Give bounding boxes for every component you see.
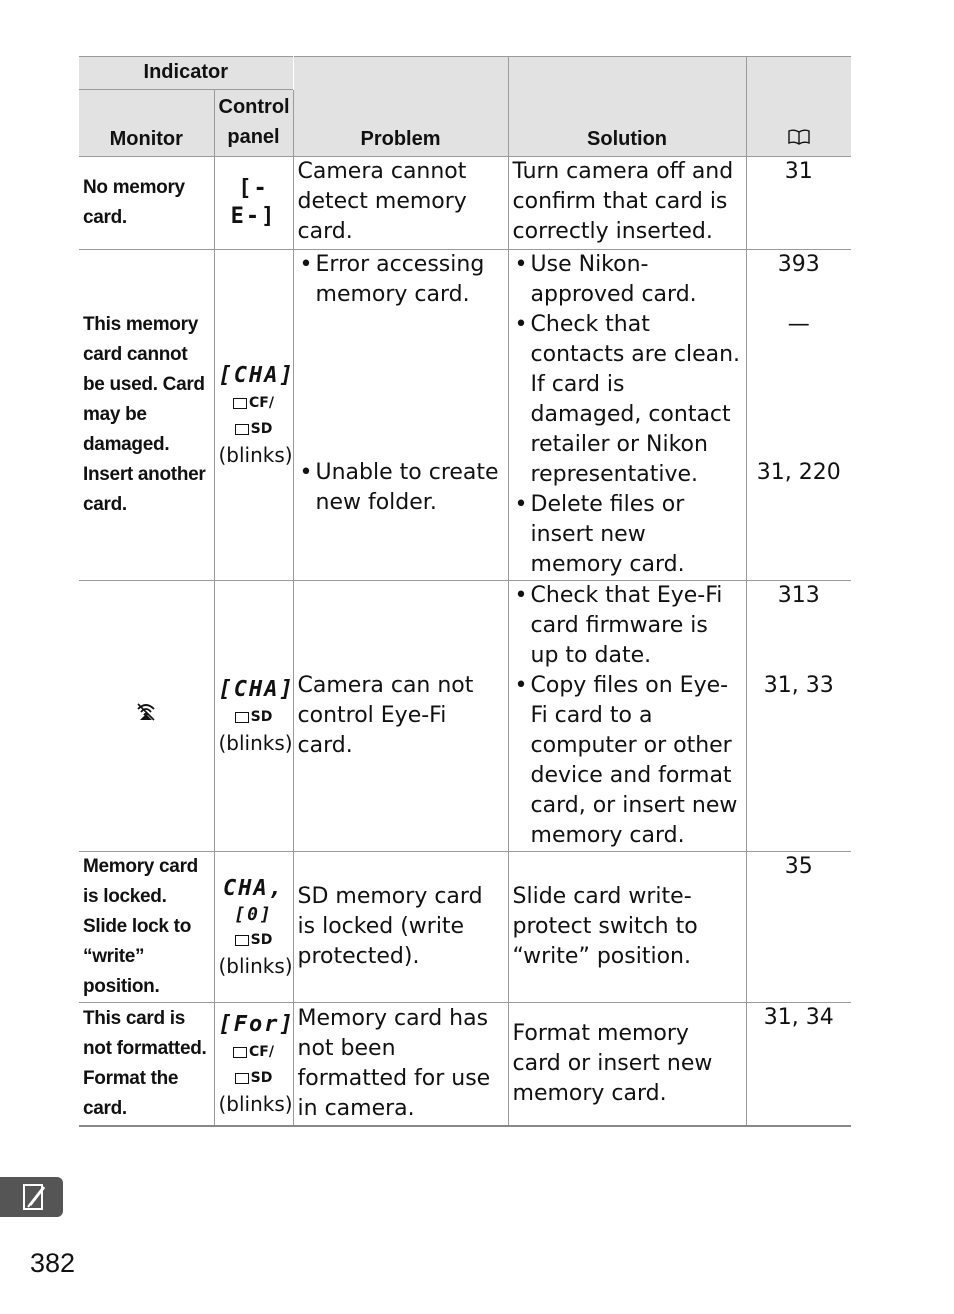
section-tab bbox=[0, 1177, 63, 1217]
control-panel-indicator bbox=[214, 157, 293, 250]
blinks-label: (blinks) bbox=[218, 731, 293, 755]
control-panel-indicator bbox=[214, 1003, 293, 1127]
table-row bbox=[79, 250, 851, 581]
page-ref-header bbox=[746, 57, 851, 157]
page-ref: 393 bbox=[777, 252, 820, 277]
solution-item: • Delete files or insert new memory card. bbox=[513, 490, 742, 580]
header-row-top bbox=[79, 57, 851, 90]
blinks-label: (blinks) bbox=[218, 443, 293, 467]
table-row bbox=[79, 1003, 851, 1127]
indicator-header: Indicator bbox=[79, 57, 293, 90]
monitor-message: This card is not formatted. Format the card. bbox=[79, 1003, 214, 1127]
control-panel-indicator bbox=[214, 250, 293, 581]
monitor-message: No memory card. bbox=[79, 157, 214, 250]
card-label: SD bbox=[250, 932, 273, 948]
solution-header: Solution bbox=[508, 57, 746, 157]
problem-item: • Error accessing memory card. bbox=[298, 250, 504, 458]
control-panel-indicator bbox=[214, 581, 293, 852]
table-row bbox=[79, 157, 851, 250]
lcd-indicator: CHA, bbox=[223, 876, 284, 901]
lcd-indicator: [CHA] bbox=[218, 363, 295, 388]
monitor-message: Memory card is locked. Slide lock to “write” position. bbox=[79, 852, 214, 1003]
page-ref-cell bbox=[746, 250, 851, 581]
sd-card-indicator bbox=[219, 704, 289, 730]
monitor-header: Monitor bbox=[79, 90, 214, 157]
solution-item: • Check that Eye-Fi card firmware is up to date. bbox=[513, 581, 742, 671]
page-number: 382 bbox=[30, 1248, 76, 1278]
problem-header: Problem bbox=[293, 57, 508, 157]
lcd-indicator: [For] bbox=[218, 1012, 295, 1037]
problem-item: • Unable to create new folder. bbox=[298, 458, 504, 518]
lcd-indicator: [-E-] bbox=[230, 176, 277, 229]
monitor-message: This memory card cannot be used. Card may be damaged. Insert another card. bbox=[79, 250, 214, 581]
page-ref: 31, 220 bbox=[756, 460, 841, 485]
solution-cell: Slide card write-protect switch to “write” position. bbox=[508, 852, 746, 1003]
solution-cell bbox=[508, 250, 746, 581]
problem-cell: SD memory card is locked (write protected). bbox=[293, 852, 508, 1003]
card-label: SD bbox=[250, 1070, 273, 1086]
monitor-message bbox=[79, 581, 214, 852]
page-ref: — bbox=[787, 312, 810, 337]
blinks-label: (blinks) bbox=[218, 1092, 293, 1116]
solution-cell: Turn camera off and confirm that card is correctly inserted. bbox=[508, 157, 746, 250]
sd-card-indicator bbox=[219, 927, 289, 953]
solution-item: • Copy files on Eye-Fi card to a computer or other device and format card, or insert new memory card. bbox=[513, 671, 742, 851]
control-panel-indicator bbox=[214, 852, 293, 1003]
card-label: SD bbox=[250, 421, 273, 437]
problem-cell: Camera can not control Eye-Fi card. bbox=[293, 581, 508, 852]
book-icon bbox=[788, 126, 810, 152]
page-ref: 313 bbox=[777, 583, 820, 608]
blinks-label: (blinks) bbox=[218, 954, 293, 978]
memory-card-icon bbox=[235, 935, 249, 946]
page-ref: 31, 34 bbox=[746, 1003, 851, 1127]
memory-card-icon bbox=[235, 1073, 249, 1084]
page-ref: 31, 33 bbox=[763, 673, 834, 698]
cf-card-indicator bbox=[219, 1039, 289, 1065]
problem-cell: Memory card has not been formatted for use in camera. bbox=[293, 1003, 508, 1127]
solution-item: • Use Nikon-approved card. bbox=[513, 250, 742, 310]
lcd-indicator: [CHA] bbox=[218, 677, 295, 702]
control-panel-header: Control panel bbox=[214, 90, 293, 157]
memory-card-icon bbox=[233, 1047, 247, 1058]
memory-card-icon bbox=[235, 712, 249, 723]
memory-card-icon bbox=[235, 424, 249, 435]
solution-cell bbox=[508, 581, 746, 852]
table-row bbox=[79, 581, 851, 852]
problem-cell bbox=[293, 250, 508, 581]
cf-card-indicator bbox=[219, 390, 289, 416]
sd-card-indicator bbox=[219, 416, 289, 442]
lcd-indicator-lock: [0] bbox=[234, 904, 273, 925]
error-message-table bbox=[79, 56, 851, 1127]
page-ref: 31 bbox=[746, 157, 851, 250]
problem-cell: Camera cannot detect memory card. bbox=[293, 157, 508, 250]
memory-card-icon bbox=[233, 398, 247, 409]
card-label: SD bbox=[250, 709, 273, 725]
solution-item: • Check that contacts are clean. If card is damaged, contact retailer or Nikon representative. bbox=[513, 310, 742, 490]
table-row bbox=[79, 852, 851, 1003]
card-label: CF/ bbox=[249, 395, 274, 411]
page-ref: 35 bbox=[746, 852, 851, 1003]
eye-fi-icon bbox=[135, 706, 157, 727]
solution-cell: Format memory card or insert new memory card. bbox=[508, 1003, 746, 1127]
sd-card-indicator bbox=[219, 1065, 289, 1091]
card-label: CF/ bbox=[249, 1044, 274, 1060]
page-ref-cell bbox=[746, 581, 851, 852]
